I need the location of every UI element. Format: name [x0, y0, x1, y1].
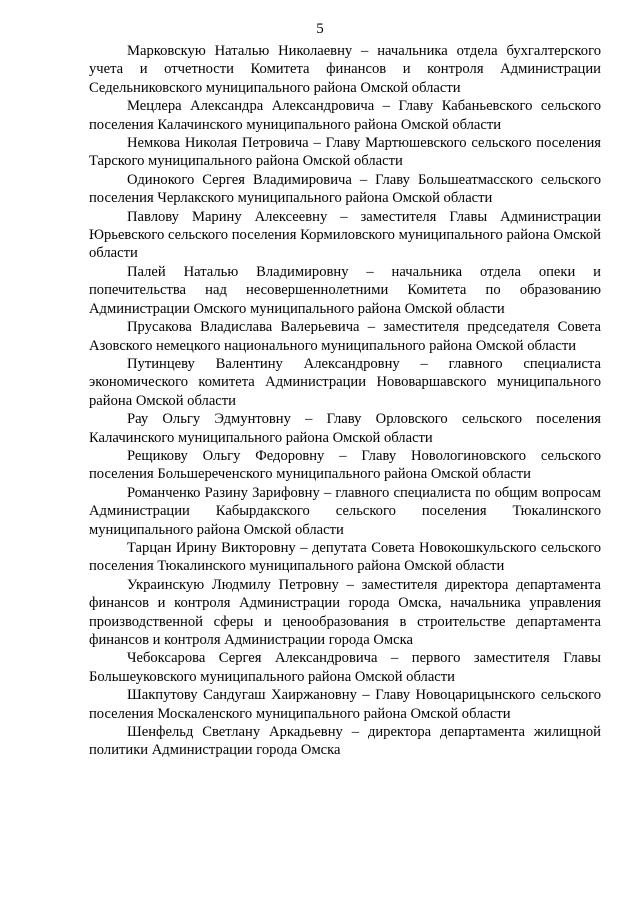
- list-item: Немкова Николая Петровича – Главу Мартюшевского сельского поселения Тарского муниципального района Омской области: [89, 135, 601, 170]
- list-item: Чебоксарова Сергея Александровича – первого заместителя Главы Большеуковского муниципального района Омской области: [89, 650, 601, 685]
- list-item: Одинокого Сергея Владимировича – Главу Большеатмасского сельского поселения Черлакского муниципального района Омской области: [89, 171, 601, 207]
- list-item: Шенфельд Светлану Аркадьевну – директора департамента жилищной политики Администрации города Омска: [89, 724, 601, 759]
- list-item: Шакпутову Сандугаш Хаиржановну – Главу Новоцарицынского сельского поселения Москаленского муниципального района Омской области: [89, 687, 601, 722]
- list-item: Романченко Разину Зарифовну – главного специалиста по общим вопросам Администрации Кабырдакского сельского поселения Тюкалинского муниципального района Омской области: [89, 484, 601, 538]
- list-item: Павлову Марину Алексеевну – заместителя Главы Администрации Юрьевского сельского поселения Кормиловского муниципального района Омской области: [89, 208, 601, 262]
- list-item: Прусакова Владислава Валерьевича – заместителя председателя Совета Азовского немецкого национального муниципального района Омской области: [89, 319, 601, 354]
- list-item: Рещикову Ольгу Федоровну – Главу Новологиновского сельского поселения Большереченского муниципального района Омской области: [89, 447, 601, 483]
- list-item: Рау Ольгу Эдмунтовну – Главу Орловского сельского поселения Калачинского муниципального района Омской области: [89, 411, 601, 446]
- document-body: [89, 42, 601, 760]
- list-item: Путинцеву Валентину Александровну – главного специалиста экономического комитета Администрации Нововаршавского муниципального района Омской области: [89, 355, 601, 409]
- list-item: Марковскую Наталью Николаевну – начальника отдела бухгалтерского учета и отчетности Комитета финансов и контроля Администрации Седельниковского муниципального района Омской области: [89, 43, 601, 96]
- list-item: Украинскую Людмилу Петровну – заместителя директора департамента финансов и контроля Администрации города Омска, начальника управления производственной сферы и ценообразования в строительстве департамента финансов и контроля Администрации города Омска: [89, 576, 601, 648]
- list-item: Тарцан Ирину Викторовну – депутата Совета Новокошкульского сельского поселения Тюкалинского муниципального района Омской области: [89, 539, 601, 575]
- page-number: 5: [316, 21, 324, 37]
- list-item: Палей Наталью Владимировну – начальника отдела опеки и попечительства над несовершеннолетними Комитета по образованию Администрации Омского муниципального района Омской области: [89, 263, 601, 317]
- list-item: Мецлера Александра Александровича – Главу Кабаньевского сельского поселения Калачинского муниципального района Омской области: [89, 98, 601, 133]
